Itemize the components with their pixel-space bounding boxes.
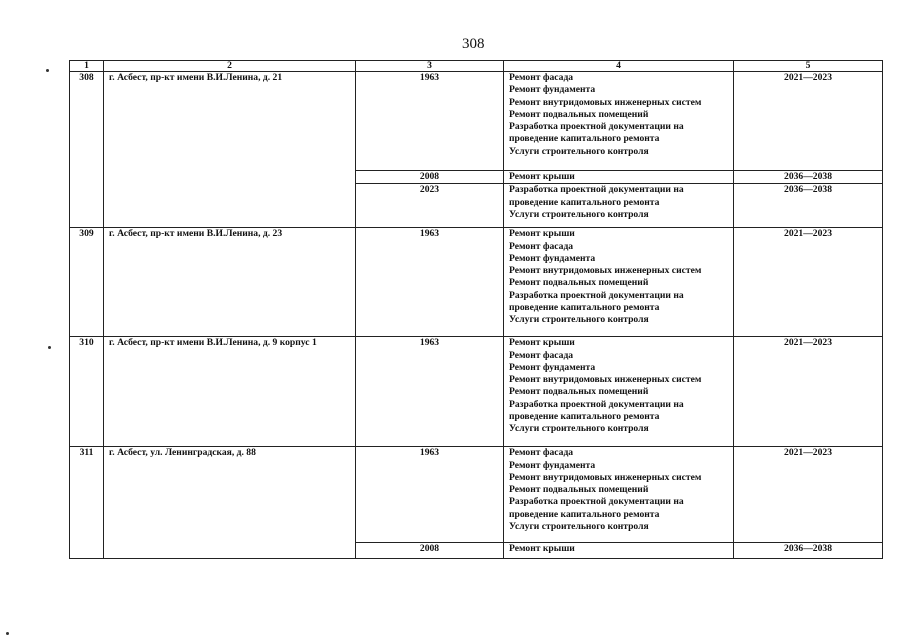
- work-item: Услуги строительного контроля: [509, 314, 649, 326]
- address: г. Асбест, пр-кт имени В.И.Ленина, д. 21: [104, 72, 356, 228]
- header-col-4: 4: [504, 61, 734, 72]
- work-item: Ремонт фундамента: [509, 459, 596, 471]
- work-item: Ремонт фундамента: [509, 361, 596, 373]
- work-item: Услуги строительного контроля: [509, 423, 649, 435]
- work-item: Услуги строительного контроля: [509, 208, 649, 220]
- work-item: проведение капитального ремонта: [509, 411, 660, 423]
- year: 2008: [356, 171, 504, 184]
- work-item: Ремонт крыши: [509, 171, 575, 182]
- table-body: [70, 72, 883, 559]
- work-item: проведение капитального ремонта: [509, 508, 660, 520]
- works-list: [504, 72, 734, 171]
- period: 2036—2038: [734, 543, 883, 559]
- scan-speck: [46, 69, 49, 72]
- record-number: 311: [70, 447, 104, 559]
- address: г. Асбест, пр-кт имени В.И.Ленина, д. 23: [104, 228, 356, 337]
- work-item: Ремонт фасада: [509, 240, 574, 252]
- works-list: [504, 228, 734, 337]
- work-item: Ремонт фасада: [509, 72, 574, 83]
- work-item: Ремонт подвальных помещений: [509, 484, 649, 496]
- works-list: [504, 337, 734, 447]
- work-item: Услуги строительного контроля: [509, 145, 649, 157]
- work-item: Ремонт крыши: [509, 337, 575, 349]
- work-item: Разработка проектной документации на: [509, 184, 684, 196]
- header-col-1: 1: [70, 61, 104, 72]
- work-item: Ремонт подвальных помещений: [509, 386, 649, 398]
- year: 1963: [356, 72, 504, 171]
- table-row: [70, 447, 883, 543]
- table-row: [70, 228, 883, 337]
- year: 1963: [356, 337, 504, 447]
- record-number: 309: [70, 228, 104, 337]
- work-item: Ремонт внутридомовых инженерных систем: [509, 96, 702, 108]
- work-item: Ремонт подвальных помещений: [509, 108, 649, 120]
- work-item: Услуги строительного контроля: [509, 521, 649, 533]
- scan-speck: [6, 632, 9, 635]
- year: 2008: [356, 543, 504, 559]
- work-item: Ремонт внутридомовых инженерных систем: [509, 374, 702, 386]
- header-row: [70, 61, 883, 72]
- work-item: Ремонт фундамента: [509, 252, 596, 264]
- work-item: Ремонт внутридомовых инженерных систем: [509, 471, 702, 483]
- work-item: Разработка проектной документации на: [509, 121, 684, 133]
- period: 2036—2038: [734, 171, 883, 184]
- address: г. Асбест, ул. Ленинградская, д. 88: [104, 447, 356, 559]
- period: 2021—2023: [734, 447, 883, 543]
- works-list: [504, 171, 734, 184]
- table-row: [70, 337, 883, 447]
- scan-speck: [48, 346, 51, 349]
- period: 2021—2023: [734, 337, 883, 447]
- header-col-5: 5: [734, 61, 883, 72]
- period: 2036—2038: [734, 184, 883, 228]
- header-col-2: 2: [104, 61, 356, 72]
- work-item: Разработка проектной документации на: [509, 398, 684, 410]
- work-item: проведение капитального ремонта: [509, 133, 660, 145]
- works-list: [504, 447, 734, 543]
- work-item: Ремонт крыши: [509, 543, 575, 555]
- capital-repair-table: [69, 60, 883, 559]
- year: 1963: [356, 228, 504, 337]
- work-item: Ремонт подвальных помещений: [509, 277, 649, 289]
- period: 2021—2023: [734, 72, 883, 171]
- work-item: Ремонт фундамента: [509, 84, 596, 96]
- work-item: проведение капитального ремонта: [509, 196, 660, 208]
- work-item: Разработка проектной документации на: [509, 289, 684, 301]
- work-item: Разработка проектной документации на: [509, 496, 684, 508]
- year: 1963: [356, 447, 504, 543]
- page-number: 308: [462, 36, 485, 52]
- works-list: [504, 184, 734, 228]
- work-item: проведение капитального ремонта: [509, 302, 660, 314]
- period: 2021—2023: [734, 228, 883, 337]
- table-row: [70, 72, 883, 171]
- record-number: 310: [70, 337, 104, 447]
- work-item: Ремонт крыши: [509, 228, 575, 240]
- work-item: Ремонт фасада: [509, 447, 574, 459]
- address: г. Асбест, пр-кт имени В.И.Ленина, д. 9 корпус 1: [104, 337, 356, 447]
- header-col-3: 3: [356, 61, 504, 72]
- work-item: Ремонт внутридомовых инженерных систем: [509, 265, 702, 277]
- year: 2023: [356, 184, 504, 228]
- record-number: 308: [70, 72, 104, 228]
- works-list: [504, 543, 734, 559]
- work-item: Ремонт фасада: [509, 349, 574, 361]
